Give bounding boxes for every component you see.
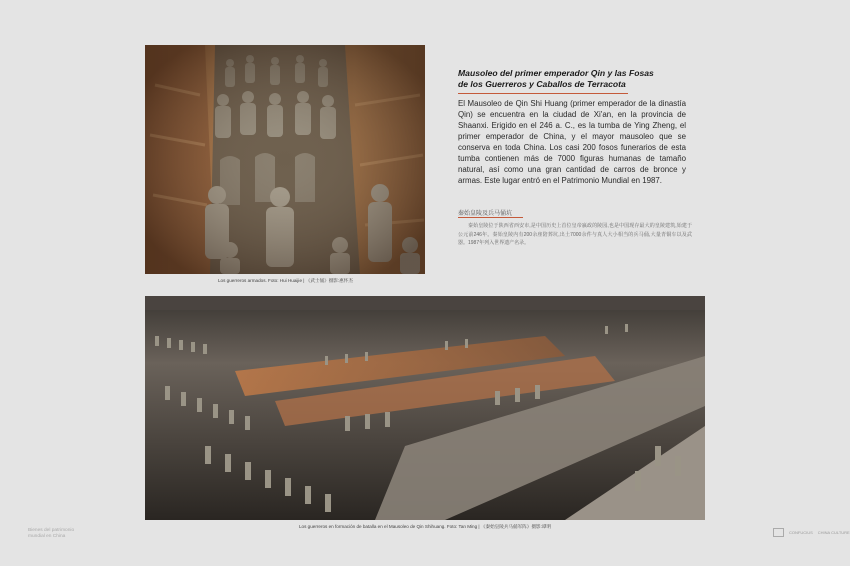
photo-armed-warriors xyxy=(145,45,425,274)
photo-battle-formation xyxy=(145,296,705,520)
chinese-body: 秦始皇陵位于陕西省西安市,是中国历史上首位皇帝嬴政的陵园,也是中国现存最大的皇陵建筑,始建于公元前246年。秦始皇陵内有200余座陪葬坑,出土7000余件与真人大小相当的兵马俑,大量青铜车以及武器。1987年列入世界遗产名录。 xyxy=(458,223,692,247)
footer-series-line1: Bienes del patrimonio xyxy=(28,528,75,533)
chinese-title: 秦始皇陵及兵马俑坑 xyxy=(458,211,513,217)
title-divider xyxy=(458,93,628,94)
footer-logos xyxy=(773,528,850,537)
article xyxy=(458,68,686,186)
chinese-title-divider xyxy=(458,217,523,218)
article-title-line1: Mausoleo del primer emperador Qin y las Fosas xyxy=(458,68,654,78)
footer-series-line2: mundial en China xyxy=(28,534,66,539)
footer-logo2-text: CHINA CULTURE xyxy=(817,530,850,535)
footer-series-title xyxy=(28,528,98,540)
footer-logo1-text: CONFUCIUS xyxy=(789,530,813,535)
institute-logo-icon xyxy=(773,528,784,537)
battle-formation-image xyxy=(145,296,705,520)
article-title xyxy=(458,68,686,90)
article-title-line2: de los Guerreros y Caballos de Terracota xyxy=(458,79,626,89)
caption-bottom-photo: Los guerreros en formación de batalla en el Mausoleo de Qin Shihuang. Foto: Tan Ming | 《秦始皇陵兵马俑军阵》摄影:谭明 xyxy=(299,524,552,529)
article-body: El Mausoleo de Qin Shi Huang (primer emperador de la dinastía Qin) se encuentra en la ciudad de Xi'an, en la provincia de Shaanxi. Erigido en el 246 a. C., es la tumba de Ying Zheng, el primer emperador de China, y el mayor mausoleo que se conserva en toda China. Los casi 200 fosos funerarios de esta tumba contienen más de 7000 figuras humanas de tamaño natural, así como una gran cantidad de carros de bronce y armas. Este lugar entró en el Patrimonio Mundial en 1987. xyxy=(458,99,686,185)
warriors-closeup-image xyxy=(145,45,425,274)
caption-top-photo: Los guerreros armados. Foto: Hui Huaijie | 《武士俑》摄影:惠怀杰 xyxy=(218,278,353,283)
